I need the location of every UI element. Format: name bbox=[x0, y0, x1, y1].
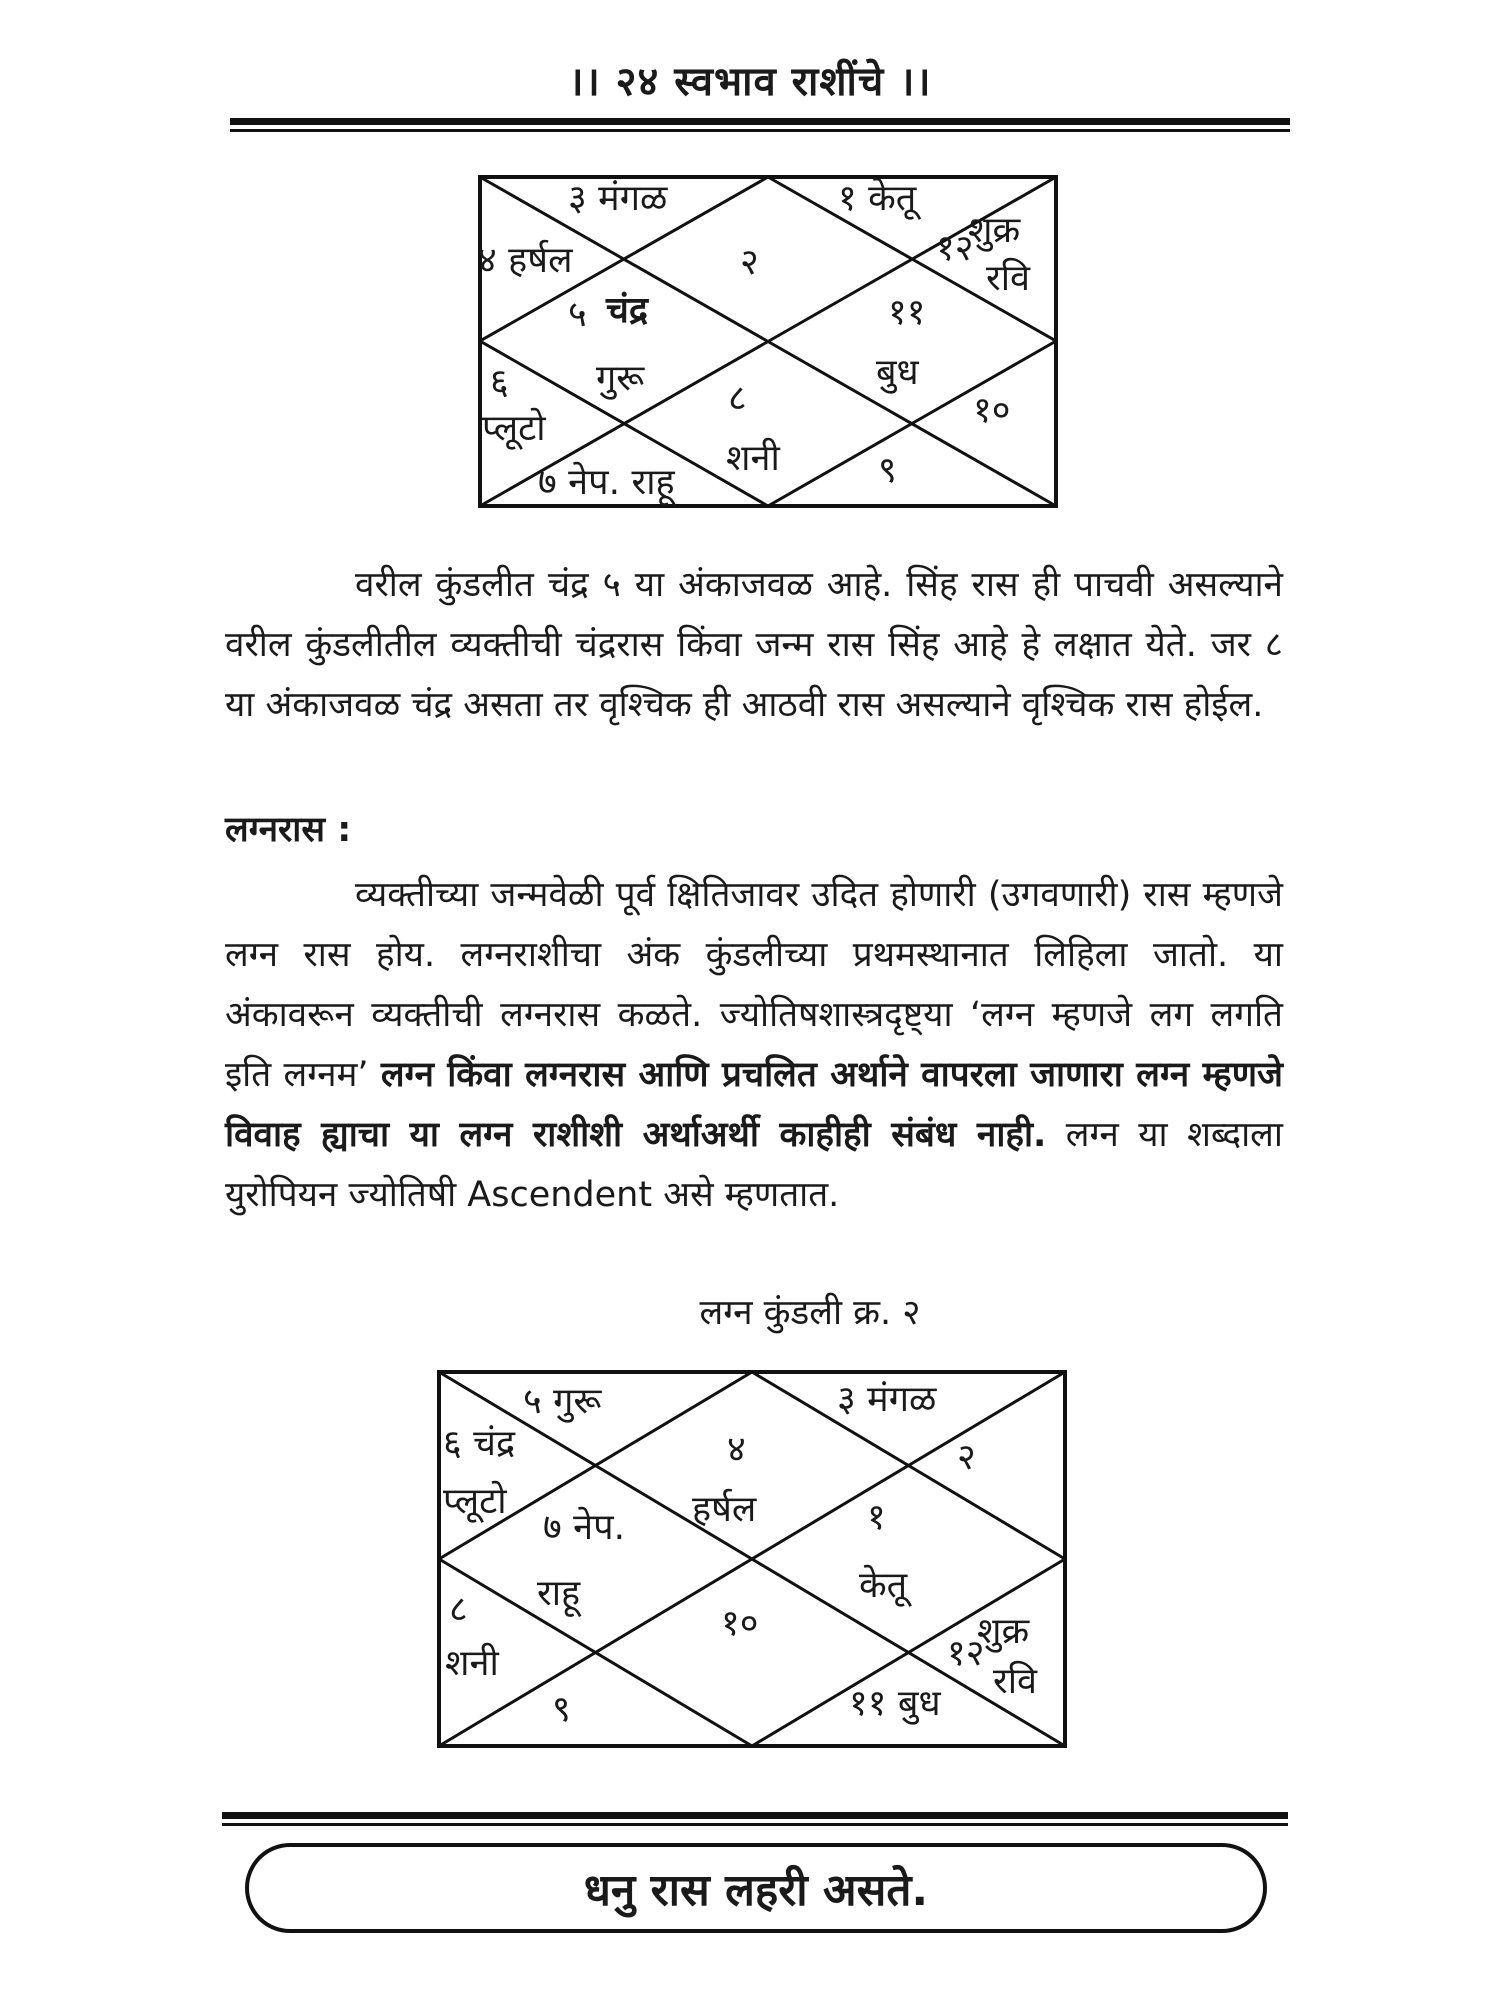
chart1-cell: ४ हर्षल bbox=[478, 240, 573, 281]
footer-banner: धनु रास लहरी असते. bbox=[245, 1843, 1267, 1933]
chart1-cell: ६ bbox=[490, 362, 509, 403]
paragraph-2-text-tail: लग्न या शब्दाला युरोपियन ज्योतिषी Ascendent असे म्हणतात. bbox=[225, 1115, 1283, 1215]
chart2-cell: रवि bbox=[993, 1661, 1038, 1702]
chart2-cell: शनी bbox=[445, 1643, 499, 1684]
chart1-cell: २ bbox=[740, 242, 759, 283]
chart2-cell: केतू bbox=[859, 1565, 908, 1606]
chart1-cell: रवि bbox=[986, 258, 1031, 299]
chart1-cell: गुरू bbox=[596, 358, 645, 399]
chart2-cell: ९ bbox=[552, 1689, 571, 1730]
chart1-cell: ८ bbox=[728, 378, 747, 419]
section-heading: लग्नरास : bbox=[225, 810, 352, 850]
chart2-cell: ३ मंगळ bbox=[837, 1379, 937, 1420]
chart1-cell: शनी bbox=[726, 438, 780, 479]
chart1-cell: प्लूटो bbox=[482, 408, 546, 449]
footer-rule bbox=[222, 1812, 1288, 1826]
chart1-cell: ९ bbox=[878, 450, 897, 491]
chart2-cell: ११ बुध bbox=[849, 1683, 941, 1724]
chart2-cell: प्लूटो bbox=[443, 1481, 507, 1522]
chart1-cell: शुक्र bbox=[968, 210, 1021, 251]
chart-2-grid bbox=[437, 1370, 1067, 1748]
chart1-cell: ५ bbox=[568, 294, 587, 335]
chart2-cell: ७ नेप. bbox=[543, 1507, 626, 1548]
chart-2-caption: लग्न कुंडली क्र. २ bbox=[699, 1293, 921, 1333]
chart1-cell: ३ मंगळ bbox=[568, 178, 668, 219]
chart2-cell: ४ bbox=[727, 1429, 746, 1470]
chart2-cell: १० bbox=[721, 1603, 759, 1644]
chart1-cell: बुध bbox=[876, 352, 919, 393]
header-rule bbox=[230, 118, 1290, 132]
chart1-cell: १ केतू bbox=[838, 178, 917, 219]
horoscope-chart-2 bbox=[437, 1370, 1067, 1748]
body-paragraph-2 bbox=[225, 865, 1283, 1225]
chart2-cell: २ bbox=[957, 1437, 976, 1478]
paragraph-2-text-normal: व्यक्तीच्या जन्मवेळी पूर्व क्षितिजावर उदित होणारी (उगवणारी) रास म्हणजे लग्न रास होय. लग्नराशीचा अंक कुंडलीच्या प्रथमस्थानात लिहिला जातो. या अंकावरून व्यक्तीची लग्नरास कळते. ज्योतिषशास्त्रदृष्ट्या ‘लग्न म्हणजे लग लगति इति लग्नम’ bbox=[225, 875, 1283, 1095]
body-paragraph-1 bbox=[225, 555, 1283, 735]
paragraph-1-text: वरील कुंडलीत चंद्र ५ या अंकाजवळ आहे. सिंह रास ही पाचवी असल्याने वरील कुंडलीतील व्यक्तीची चंद्ररास किंवा जन्म रास सिंह आहे हे लक्षात येते. जर ८ या अंकाजवळ चंद्र असता तर वृश्चिक ही आठवी रास असल्याने वृश्चिक रास होईल. bbox=[225, 565, 1283, 725]
paragraph-2-text-bold: लग्न किंवा लग्नरास आणि प्रचलित अर्थाने वापरला जाणारा लग्न म्हणजे विवाह ह्याचा या लग्न राशीशी अर्थाअर्थी काहीही संबंध नाही. bbox=[225, 1055, 1284, 1155]
chart2-cell: ८ bbox=[449, 1589, 468, 1630]
chart2-cell: ५ गुरू bbox=[523, 1381, 602, 1422]
chart1-cell: १२ bbox=[936, 228, 974, 269]
page-header-title: ।। २४ स्वभाव राशींचे ।। bbox=[568, 59, 932, 105]
chart2-cell: १२ bbox=[947, 1633, 985, 1674]
chart2-cell: १ bbox=[867, 1497, 886, 1538]
chart2-cell: राहू bbox=[537, 1573, 581, 1614]
chart2-cell: शुक्र bbox=[977, 1611, 1030, 1652]
chart1-cell: १० bbox=[973, 390, 1011, 431]
chart2-cell: ६ चंद्र bbox=[443, 1423, 516, 1464]
chart1-cell: ७ नेप. राहू bbox=[538, 462, 675, 503]
chart1-cell: ११ bbox=[888, 292, 926, 333]
chart2-cell: हर्षल bbox=[692, 1489, 757, 1530]
horoscope-chart-1 bbox=[478, 175, 1058, 508]
chart1-cell: चंद्र bbox=[606, 290, 648, 331]
